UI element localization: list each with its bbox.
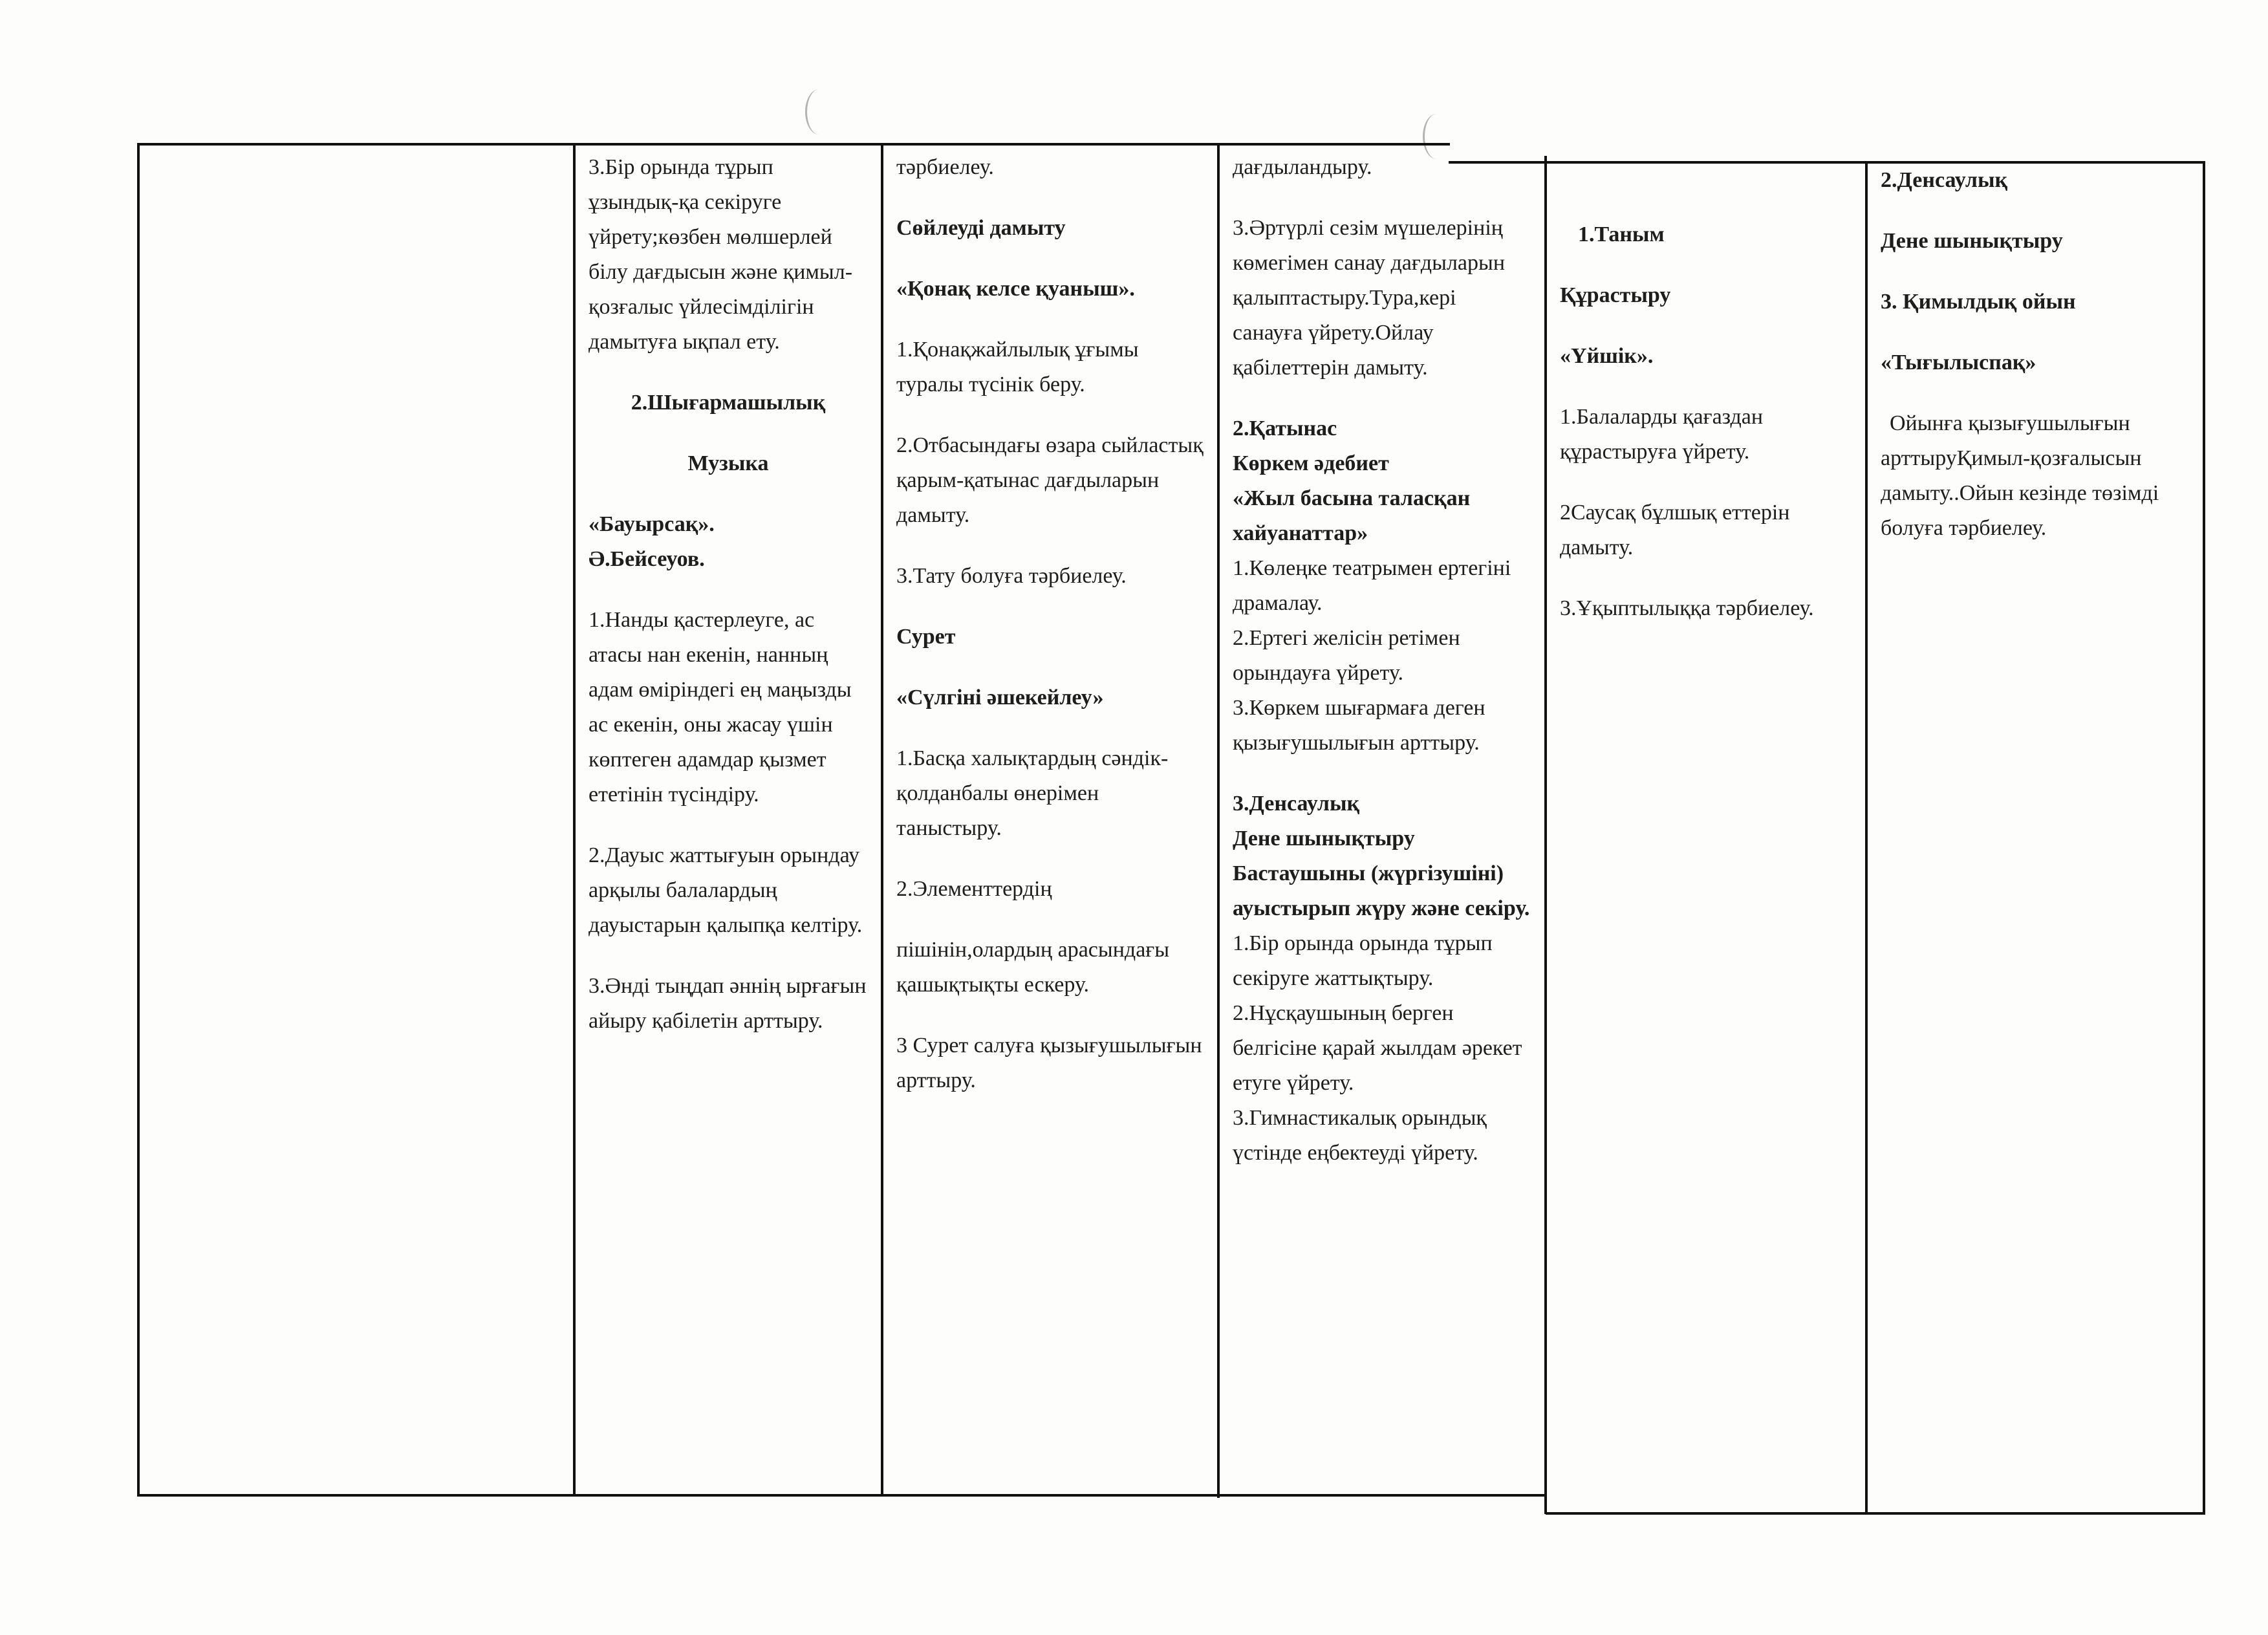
col4-subject-literature: Көркем әдебиет <box>1233 451 1389 475</box>
table-bottom-border-left <box>137 1494 1547 1497</box>
cell-col3 <box>883 150 1217 1124</box>
col3-goal-2: 2.Отбасындағы өзара сыйластық қарым-қатынас дағдыларын дамыту. <box>896 433 1204 527</box>
col4-lit-goal-2: 2.Ертегі желісін ретімен орындауға үйрету. <box>1233 626 1460 685</box>
col3-goal-3: 3.Тату болуға тәрбиелеу. <box>896 564 1127 588</box>
col3-goal-5b: пішінін,олардың арасындағы қашықтықты ескеру. <box>896 938 1170 997</box>
cell-col6 <box>1868 163 2203 572</box>
col6-goal: Ойынға қызығушылығын арттыруҚимыл-қозғалысын дамыту..Ойын кезінде төзімді болуға тәрбиелеу. <box>1881 411 2159 540</box>
col-line-0 <box>137 143 140 1497</box>
col2-topic-line2: Ә.Бейсеуов. <box>589 547 705 571</box>
col4-paragraph-2: 3.Әртүрлі сезім мүшелерінің көмегімен санау дағдыларын қалыптастыру.Тура,кері санауға үйрету.Ойлау қабілеттерін дамыту. <box>1233 216 1506 380</box>
col4-pe-goal-1: 1.Бір орында орында тұрып секіруге жаттықтыру. <box>1233 931 1493 990</box>
col5-goal-2: 2Саусақ бұлшық еттерін дамыту. <box>1560 501 1790 559</box>
col2-goal-2: 2.Дауыс жаттығуын орындау арқылы балалардың дауыстарын қалыпқа келтіру. <box>589 843 863 937</box>
col6-area-health: 2.Денсаулық <box>1881 168 2008 192</box>
col3-goal-4: 1.Басқа халықтардың сәндік-қолданбалы өнерімен таныстыру. <box>896 746 1169 840</box>
col2-goal-3: 3.Әнді тыңдап әннің ырғағын айыру қабілетін арттыру. <box>589 974 867 1033</box>
cell-col2 <box>576 150 881 1065</box>
col3-goal-1: 1.Қонақжайлылық ұғымы туралы түсінік беру. <box>896 338 1139 396</box>
col4-pe-goal-3: 3.Гимнастикалық орындық үстінде еңбектеуді үйрету. <box>1233 1106 1487 1165</box>
col4-area-communication: 2.Қатынас <box>1233 417 1337 440</box>
col2-paragraph-1: 3.Бір орында тұрып ұзындық-қа секіруге үйрету;көзбен мөлшерлей білу дағдысын және қимыл-қозғалыс үйлесімділігін дамытуға ықпал ету. <box>589 155 853 354</box>
col2-subject-title: Музыка <box>687 451 769 475</box>
col4-lit-goal-1: 1.Көлеңке театрымен ертегіні драмалау. <box>1233 556 1511 615</box>
col4-paragraph-1: дағдыландыру. <box>1233 155 1372 179</box>
col2-topic-line1: «Бауырсақ». <box>589 512 715 536</box>
col3-topic-guest: «Қонақ келсе қуаныш». <box>896 277 1135 301</box>
col3-goal-5a: 2.Элементтердің <box>896 877 1052 901</box>
scan-mark-left <box>805 89 833 135</box>
col4-topic-pe: Бастаушыны (жүргізушіні) ауыстырып жүру және секіру. <box>1233 861 1530 920</box>
col5-topic-house: «Үйшік». <box>1560 344 1654 368</box>
table-bottom-border-right <box>1546 1512 2205 1515</box>
col4-topic-animals: «Жыл басына таласқан хайуанаттар» <box>1233 486 1471 545</box>
col3-paragraph-1: тәрбиелеу. <box>896 155 994 179</box>
col3-goal-6: 3 Сурет салуға қызығушылығын арттыру. <box>896 1034 1202 1092</box>
col3-subject-speech: Сөйлеуді дамыту <box>896 216 1066 240</box>
col4-pe-goal-2: 2.Нұсқаушының берген белгісіне қарай жылдам әрекет етуге үйрету. <box>1233 1001 1522 1095</box>
cell-col5 <box>1547 217 1865 652</box>
col4-subject-pe: Дене шынықтыру <box>1233 827 1415 850</box>
col4-lit-goal-3: 3.Көркем шығармаға деген қызығушылығын арттыру. <box>1233 696 1485 755</box>
col6-subject-pe: Дене шынықтыру <box>1881 229 2063 253</box>
col4-area-health: 3.Денсаулық <box>1233 792 1360 816</box>
col6-game-title: 3. Қимылдық ойын <box>1881 290 2076 314</box>
col5-area-cognition: 1.Таным <box>1578 222 1665 246</box>
col3-subject-drawing: Сурет <box>896 625 956 649</box>
col6-topic-hide: «Тығылыспақ» <box>1881 351 2036 374</box>
table-top-border-left <box>137 143 1450 146</box>
col5-goal-1: 1.Балаларды қағаздан құрастыруға үйрету. <box>1560 405 1764 464</box>
col2-area-title: 2.Шығармашылық <box>631 391 826 415</box>
col3-topic-towel: «Сүлгіні әшекейлеу» <box>896 686 1104 709</box>
cell-col4 <box>1220 150 1544 1171</box>
col5-subject-construction: Құрастыру <box>1560 283 1671 307</box>
col2-goal-1: 1.Нанды қастерлеуге, ас атасы нан екенін, нанның адам өміріндегі ең маңызды ас екенін, оны жасау үшін көптеген адамдар қызмет ететінін түсіндіру. <box>589 608 852 807</box>
col-line-6 <box>2203 161 2205 1514</box>
col5-goal-3: 3.Ұқыптылыққа тәрбиелеу. <box>1560 596 1814 620</box>
